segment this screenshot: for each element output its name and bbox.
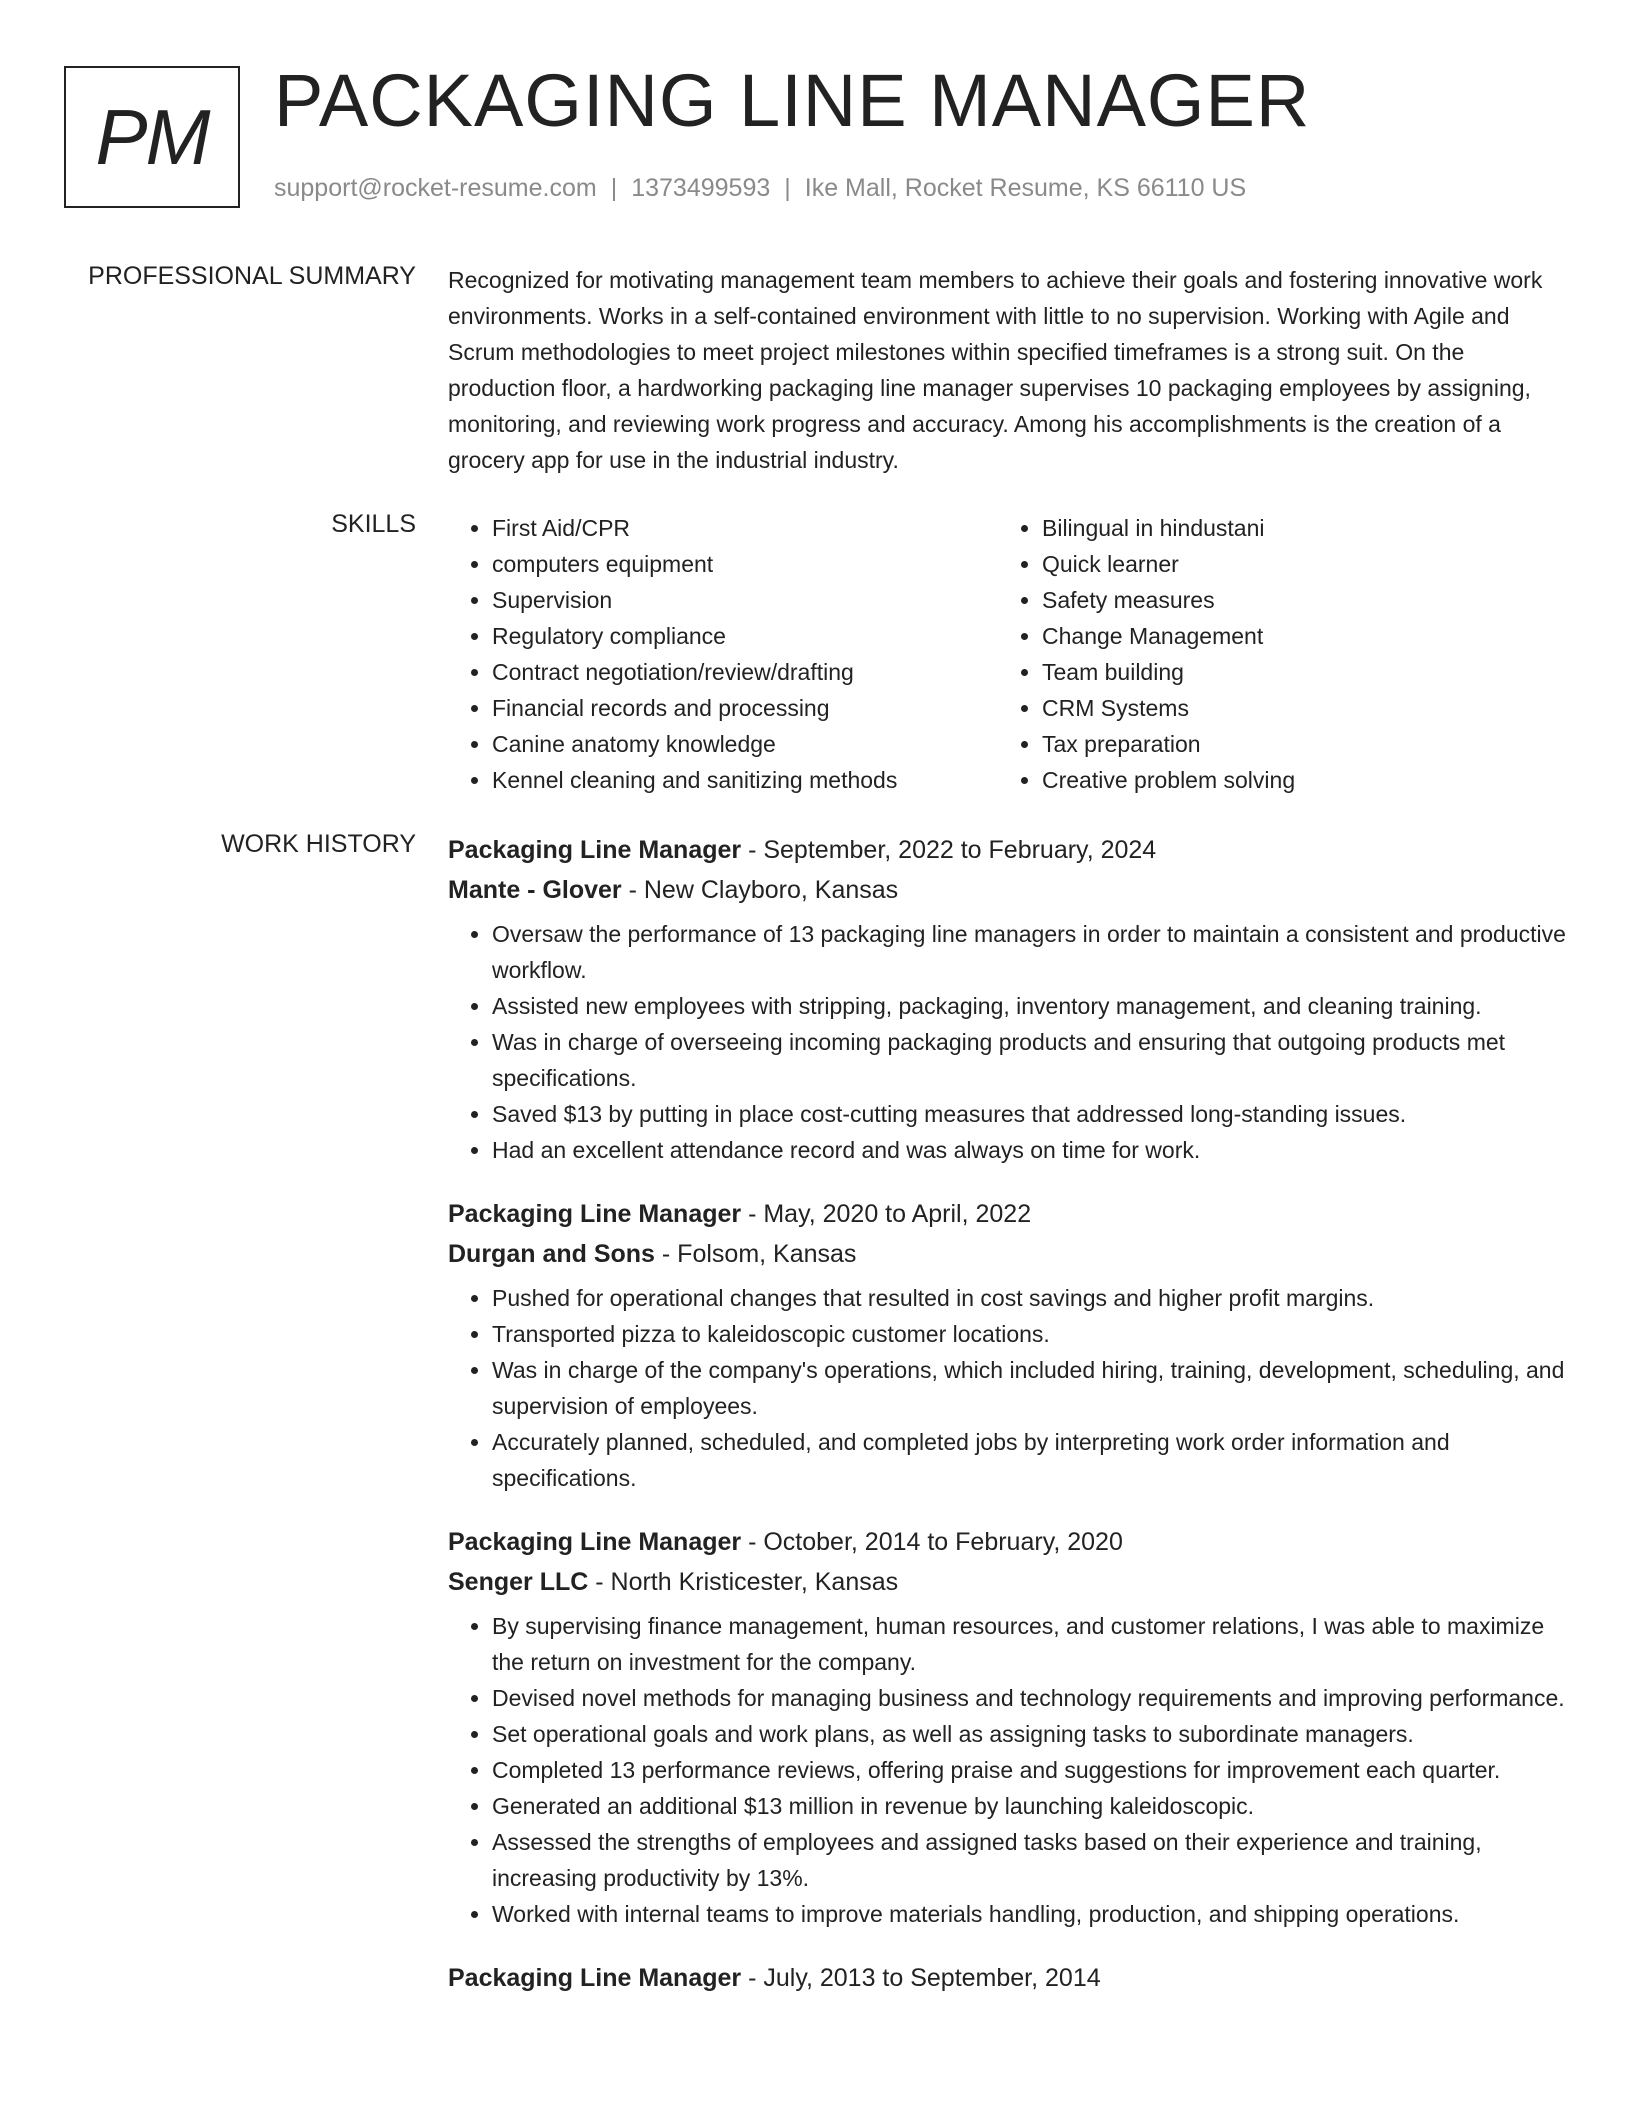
job-title-line bbox=[448, 1958, 1566, 1998]
job-bullet: • Transported pizza to kaleidoscopic customer locations. bbox=[492, 1316, 1566, 1352]
job-bullets bbox=[448, 916, 1566, 1168]
skill-item: • Safety measures bbox=[1042, 582, 1548, 618]
job-bullet: • Worked with internal teams to improve materials handling, production, and shipping operations. bbox=[492, 1896, 1566, 1932]
job-company: Durgan and Sons bbox=[448, 1240, 655, 1268]
separator: | bbox=[610, 174, 618, 202]
monogram-initials: PM bbox=[95, 92, 209, 181]
skill-item: • Bilingual in hindustani bbox=[1042, 510, 1548, 546]
skills-list-left bbox=[448, 510, 998, 798]
job-bullet: • Was in charge of overseeing incoming packaging products and ensuring that outgoing products met specifications. bbox=[492, 1024, 1566, 1096]
contact-address: Ike Mall, Rocket Resume, KS 66110 US bbox=[804, 174, 1247, 202]
skill-item: • Regulatory compliance bbox=[492, 618, 998, 654]
job-role: Packaging Line Manager bbox=[448, 1528, 742, 1556]
skill-item: • Kennel cleaning and sanitizing methods bbox=[492, 762, 998, 798]
skill-item: • First Aid/CPR bbox=[492, 510, 998, 546]
skill-item: • Quick learner bbox=[1042, 546, 1548, 582]
job-bullet: • Pushed for operational changes that resulted in cost savings and higher profit margins. bbox=[492, 1280, 1566, 1316]
job-bullet: • Assessed the strengths of employees and assigned tasks based on their experience and training, increasing productivity by 13%. bbox=[492, 1824, 1566, 1896]
job-bullet: • Completed 13 performance reviews, offering praise and suggestions for improvement each quarter. bbox=[492, 1752, 1566, 1788]
separator: | bbox=[784, 174, 791, 202]
skill-item: • Tax preparation bbox=[1042, 726, 1548, 762]
job-dates: - July, 2013 to September, 2014 bbox=[741, 1964, 1101, 1992]
job-location: - Folsom, Kansas bbox=[654, 1240, 857, 1268]
skill-item: • Canine anatomy knowledge bbox=[492, 726, 998, 762]
skill-item: • Financial records and processing bbox=[492, 690, 998, 726]
job-bullet: • By supervising finance management, human resources, and customer relations, I was able to maximize the return on investment for the company. bbox=[492, 1608, 1566, 1680]
job-company-line bbox=[448, 870, 1566, 910]
job-location: - New Clayboro, Kansas bbox=[621, 876, 899, 904]
skill-item: • Change Management bbox=[1042, 618, 1548, 654]
job-title-line bbox=[448, 830, 1566, 870]
job-bullet: • Set operational goals and work plans, as well as assigning tasks to subordinate managers. bbox=[492, 1716, 1566, 1752]
job-company-line bbox=[448, 1234, 1566, 1274]
job-bullet: • Devised novel methods for managing business and technology requirements and improving performance. bbox=[492, 1680, 1566, 1716]
job-title-line bbox=[448, 1194, 1566, 1234]
job-bullet: • Oversaw the performance of 13 packaging line managers in order to maintain a consistent and productive workflow. bbox=[492, 916, 1566, 988]
job-company: Senger LLC bbox=[448, 1568, 589, 1596]
skill-item: • CRM Systems bbox=[1042, 690, 1548, 726]
job-role: Packaging Line Manager bbox=[448, 1964, 742, 1992]
job-bullet: • Had an excellent attendance record and was always on time for work. bbox=[492, 1132, 1566, 1168]
work-history-title: WORK HISTORY bbox=[221, 830, 416, 858]
job-title-line bbox=[448, 1522, 1566, 1562]
job-entry bbox=[448, 1194, 1566, 1496]
skill-item: • computers equipment bbox=[492, 546, 998, 582]
jobs-list bbox=[448, 830, 1566, 2024]
job-dates: - September, 2022 to February, 2024 bbox=[741, 836, 1157, 864]
job-entry bbox=[448, 1958, 1566, 1998]
skills-body bbox=[448, 510, 1566, 798]
job-bullet: • Generated an additional $13 million in revenue by launching kaleidoscopic. bbox=[492, 1788, 1566, 1824]
job-company-line bbox=[448, 1562, 1566, 1602]
job-bullet: • Assisted new employees with stripping, packaging, inventory management, and cleaning training. bbox=[492, 988, 1566, 1024]
summary-body bbox=[448, 262, 1566, 478]
skill-item: • Creative problem solving bbox=[1042, 762, 1548, 798]
monogram-box bbox=[64, 66, 240, 208]
summary-title: PROFESSIONAL SUMMARY bbox=[88, 262, 416, 290]
job-dates: - May, 2020 to April, 2022 bbox=[741, 1200, 1032, 1228]
skill-item: • Team building bbox=[1042, 654, 1548, 690]
skill-item: • Supervision bbox=[492, 582, 998, 618]
job-bullets bbox=[448, 1280, 1566, 1496]
contact-phone[interactable]: 1373499593 bbox=[631, 174, 771, 202]
resume-name: PACKAGING LINE MANAGER bbox=[274, 59, 1311, 142]
job-entry bbox=[448, 1522, 1566, 1932]
job-role: Packaging Line Manager bbox=[448, 836, 742, 864]
job-location: - North Kristicester, Kansas bbox=[588, 1568, 899, 1596]
skill-item: • Contract negotiation/review/drafting bbox=[492, 654, 998, 690]
skills-list-right bbox=[998, 510, 1548, 798]
job-entry bbox=[448, 830, 1566, 1168]
job-bullet: • Accurately planned, scheduled, and completed jobs by interpreting work order information and specifications. bbox=[492, 1424, 1566, 1496]
job-bullet: • Was in charge of the company's operations, which included hiring, training, development, scheduling, and supervision of employees. bbox=[492, 1352, 1566, 1424]
summary-text: Recognized for motivating management team members to achieve their goals and fostering innovative work environments. Works in a self-contained environment with little to no supervision. Working with Agile and Scrum methodologies to meet project milestones within specified timeframes is a strong suit. On the production floor, a hardworking packaging line manager supervises 10 packaging employees by assigning, monitoring, and reviewing work progress and accuracy. Among his accomplishments is the creation of a grocery app for use in the industrial industry. bbox=[448, 267, 1543, 473]
contact-email[interactable]: support@rocket-resume.com bbox=[274, 174, 597, 202]
job-dates: - October, 2014 to February, 2020 bbox=[741, 1528, 1123, 1556]
job-company: Mante - Glover bbox=[448, 876, 622, 904]
contact-line bbox=[274, 174, 1246, 203]
job-role: Packaging Line Manager bbox=[448, 1200, 742, 1228]
skills-title: SKILLS bbox=[331, 510, 416, 538]
job-bullets bbox=[448, 1608, 1566, 1932]
job-bullet: • Saved $13 by putting in place cost-cutting measures that addressed long-standing issues. bbox=[492, 1096, 1566, 1132]
